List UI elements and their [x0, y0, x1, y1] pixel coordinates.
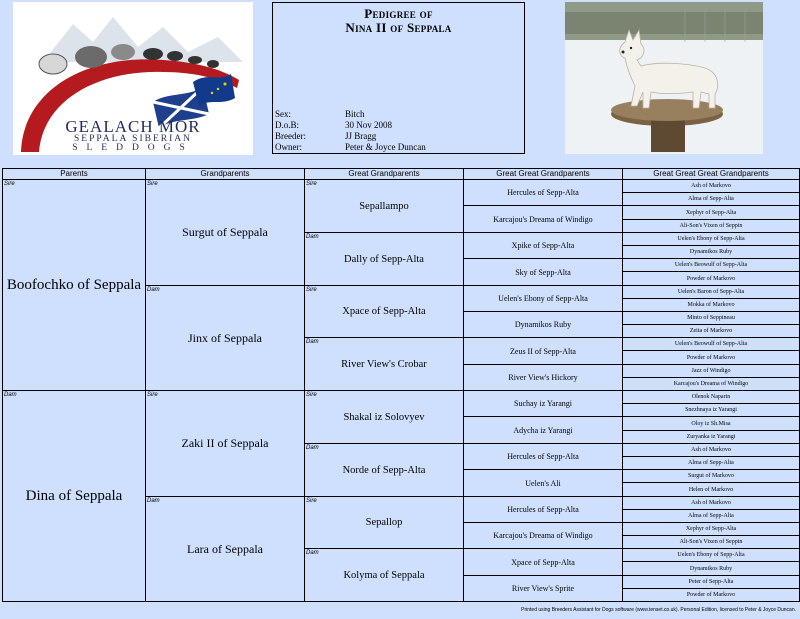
great-grandparent-cell [304, 285, 464, 338]
great-great-great-grandparent-cell [622, 588, 800, 602]
sire-dam-tag: Dam [306, 550, 319, 556]
great-great-great-grandparent-name: Xephyr of Sepp-Alta [685, 526, 737, 532]
great-great-grandparent-cell [463, 205, 623, 233]
great-great-grandparent-name: Hercules of Sepp-Alta [507, 452, 579, 461]
great-great-great-grandparent-name: Powder of Markovo [686, 592, 736, 598]
great-grandparent-name: Shakal iz Solovyev [343, 411, 425, 423]
great-grandparent-name: Sepallampo [359, 200, 409, 212]
great-great-great-grandparent-name: Oloy iz Sh.Misa [691, 420, 731, 427]
great-great-grandparent-cell [463, 443, 623, 470]
great-great-great-grandparent-cell [622, 271, 800, 286]
great-great-great-grandparent-name: Dynamikos Ruby [689, 249, 733, 255]
info-value: JJ Bragg [345, 131, 377, 141]
great-great-grandparent-name: Zeus II of Sepp-Alta [510, 346, 576, 356]
great-great-grandparent-name: Uelen's Ali [525, 478, 561, 488]
great-great-great-grandparent-name: Uelen's Ebony of Sepp-Alta [677, 236, 745, 242]
great-great-great-grandparent-cell [622, 456, 800, 470]
info-label: Owner: [275, 142, 302, 152]
info-label: D.o.B: [275, 120, 300, 130]
grandparent-cell [145, 390, 305, 497]
great-great-great-grandparent-name: Ash of Markovo [691, 447, 731, 453]
pedigree-chart [2, 168, 799, 601]
great-great-great-grandparent-cell [622, 469, 800, 483]
great-great-great-grandparent-name: Alma of Sepp-Alta [688, 196, 734, 202]
great-grandparent-cell [304, 390, 464, 444]
great-great-grandparent-name: Adycha iz Yarangi [513, 425, 573, 435]
great-great-great-grandparent-name: Ali-Son's Vixen of Seppin [679, 539, 743, 545]
great-great-grandparent-cell [463, 179, 623, 206]
great-great-great-grandparent-cell [622, 496, 800, 510]
great-grandparent-cell [304, 548, 464, 602]
great-great-grandparent-cell [463, 496, 623, 523]
great-great-great-grandparent-cell [622, 482, 800, 497]
great-great-great-grandparent-name: Karcajou's Dreama of Windigo [673, 381, 749, 387]
pedigree-title-line-2: Nina II of Seppala [345, 20, 452, 35]
great-great-great-grandparent-cell [622, 311, 800, 325]
great-great-great-grandparent-cell [622, 192, 800, 206]
great-great-great-grandparent-cell [622, 561, 800, 576]
dog-photo [565, 2, 763, 154]
great-great-great-grandparent-cell [622, 298, 800, 312]
great-great-grandparent-cell [463, 522, 623, 549]
great-great-great-grandparent-cell [622, 535, 800, 549]
great-great-grandparent-name: River View's Hickory [508, 373, 578, 382]
sire-dam-tag: Dam [306, 445, 319, 451]
great-great-great-grandparent-cell [622, 430, 800, 444]
kennel-logo [13, 2, 253, 155]
great-great-great-grandparent-name: Uelen's Beowulf of Sepp-Alta [674, 341, 748, 347]
great-grandparent-name: Dally of Sepp-Alta [344, 253, 424, 265]
great-great-grandparent-name: Xpace of Sepp-Alta [511, 557, 575, 567]
great-great-grandparent-name: Xpike of Sepp-Alta [511, 241, 575, 250]
info-value: 30 Nov 2008 [345, 120, 392, 130]
sire-dam-tag: Sire [147, 181, 158, 187]
sire-dam-tag: Dam [306, 234, 319, 240]
great-great-grandparent-name: Sky of Sepp-Alta [515, 267, 571, 277]
great-great-great-grandparent-name: Peter of Sepp-Alta [688, 579, 734, 585]
great-great-great-grandparent-cell [622, 548, 800, 562]
great-great-great-grandparent-name: Dynamikos Ruby [689, 565, 733, 572]
great-great-great-grandparent-cell [622, 350, 800, 365]
great-great-great-grandparent-cell [622, 205, 800, 220]
great-great-great-grandparent-cell [622, 285, 800, 299]
great-great-great-grandparent-name: Surgut of Markovo [688, 473, 734, 479]
sire-dam-tag: Sire [306, 287, 317, 293]
footer-credit: Printed using Breeders Assistant for Dogs software (www.tenset.co.uk). Personal Edition, licensed to Peter & Joyce Duncan. [521, 607, 796, 613]
grandparent-cell [145, 285, 305, 391]
sire-dam-tag: Dam [147, 498, 160, 504]
parent-name: Boofochko of Seppala [6, 276, 142, 293]
parent-name: Dina of Seppala [25, 487, 123, 504]
great-great-great-grandparent-name: Uelen's Beowulf of Sepp-Alta [674, 262, 748, 268]
great-great-grandparent-name: Karcajou's Dreama of Windigo [493, 531, 593, 540]
great-great-grandparent-name: Uelen's Ebony of Sepp-Alta [498, 294, 588, 303]
parent-cell [2, 390, 146, 602]
great-grandparent-name: Sepallop [365, 517, 403, 528]
sire-dam-tag: Sire [306, 498, 317, 504]
great-grandparent-cell [304, 179, 464, 233]
grandparent-name: Surgut of Seppala [182, 225, 268, 239]
great-great-great-grandparent-cell [622, 443, 800, 457]
grandparent-name: Zaki II of Seppala [181, 436, 269, 450]
great-great-grandparent-cell [463, 548, 623, 576]
info-label: Breeder: [275, 131, 306, 141]
great-great-great-grandparent-cell [622, 416, 800, 431]
great-great-great-grandparent-cell [622, 179, 800, 193]
logo-line-2: SEPPALA SIBERIAN [74, 134, 192, 144]
great-great-great-grandparent-name: Xephyr of Sepp-Alta [685, 209, 737, 216]
great-great-great-grandparent-name: Ash of Markovo [691, 183, 731, 189]
great-grandparent-name: Xpace of Sepp-Alta [342, 306, 426, 317]
great-great-great-grandparent-name: Alma of Sepp-Alta [688, 460, 734, 466]
great-great-great-grandparent-name: Jazz of Windigo [691, 368, 731, 374]
great-great-great-grandparent-cell [622, 219, 800, 233]
parent-cell [2, 179, 146, 391]
sire-dam-tag: Dam [306, 339, 319, 345]
pedigree-title-box [272, 2, 525, 154]
grandparent-name: Lara of Seppala [187, 541, 263, 556]
great-great-grandparent-cell [463, 285, 623, 312]
grandparent-cell [145, 496, 305, 602]
great-grandparent-name: River View's Crobar [341, 358, 427, 370]
dog-on-spool-photo [565, 2, 763, 154]
great-great-great-grandparent-cell [622, 377, 800, 391]
great-great-great-grandparent-name: Olenok Naparin [691, 394, 731, 400]
sire-dam-tag: Dam [4, 392, 17, 398]
great-great-great-grandparent-name: Powder of Markovo [686, 275, 736, 282]
great-great-grandparent-cell [463, 364, 623, 391]
column-header: Grandparents [145, 168, 305, 180]
great-great-great-grandparent-name: Mokka of Markovo [687, 302, 735, 308]
sire-dam-tag: Dam [147, 287, 160, 293]
great-great-grandparent-cell [463, 311, 623, 338]
great-great-great-grandparent-name: Helen of Markovo [688, 486, 734, 493]
sire-dam-tag: Sire [4, 181, 15, 187]
sire-dam-tag: Sire [306, 392, 317, 398]
great-great-great-grandparent-name: Ali-Son's Vixen of Seppin [679, 223, 743, 229]
great-great-great-grandparent-name: Snezhnaya iz Yarangi [685, 407, 737, 413]
great-grandparent-cell [304, 232, 464, 286]
great-grandparent-name: Kolyma of Seppala [343, 569, 425, 581]
great-great-grandparent-name: Suchay iz Yarangi [514, 399, 572, 408]
column-header: Great Grandparents [304, 168, 464, 180]
grandparent-cell [145, 179, 305, 286]
sire-dam-tag: Sire [306, 181, 317, 187]
great-great-great-grandparent-cell [622, 337, 800, 351]
great-great-great-grandparent-name: Ash of Markovo [691, 500, 731, 506]
logo-line-1: GEALACH MOR [65, 117, 201, 136]
great-great-great-grandparent-cell [622, 509, 800, 523]
great-grandparent-name: Norde of Sepp-Alta [342, 464, 426, 476]
pedigree-title-line-1: Pedigree of [364, 6, 433, 21]
great-great-great-grandparent-name: Minto of Seppineau [687, 315, 735, 321]
great-great-great-grandparent-name: Uelen's Ebony of Sepp-Alta [677, 552, 745, 558]
great-great-grandparent-cell [463, 575, 623, 602]
great-great-grandparent-name: River View's Sprite [511, 584, 575, 593]
great-great-great-grandparent-cell [622, 245, 800, 259]
great-great-great-grandparent-cell [622, 324, 800, 338]
great-great-great-grandparent-name: Uelen's Baron of Sepp-Alta [677, 289, 745, 295]
great-grandparent-cell [304, 496, 464, 549]
great-great-grandparent-cell [463, 232, 623, 259]
great-great-grandparent-cell [463, 337, 623, 365]
column-header: Great Great Grandparents [463, 168, 623, 180]
great-great-great-grandparent-name: Zuryanka iz Yarangi [686, 434, 736, 440]
column-header: Parents [2, 168, 146, 180]
great-great-great-grandparent-cell [622, 258, 800, 272]
great-great-great-grandparent-cell [622, 403, 800, 417]
great-great-great-grandparent-name: Powder of Markovo [686, 354, 736, 361]
great-great-great-grandparent-cell [622, 522, 800, 536]
great-great-grandparent-cell [463, 416, 623, 444]
great-grandparent-cell [304, 443, 464, 497]
info-value: Peter & Joyce Duncan [345, 142, 426, 152]
great-great-grandparent-cell [463, 390, 623, 417]
great-great-great-grandparent-cell [622, 364, 800, 378]
great-great-grandparent-name: Dynamikos Ruby [514, 320, 572, 329]
great-grandparent-cell [304, 337, 464, 391]
great-great-grandparent-name: Hercules of Sepp-Alta [507, 505, 579, 514]
great-great-great-grandparent-name: Alma of Sepp-Alta [688, 513, 734, 519]
column-header: Great Great Great Grandparents [622, 168, 800, 180]
great-great-grandparent-name: Karcajou's Dreama of Windigo [493, 214, 593, 224]
sire-dam-tag: Sire [147, 392, 158, 398]
great-great-grandparent-name: Hercules of Sepp-Alta [507, 188, 579, 197]
logo-line-3: SLEDDOGS [72, 143, 194, 153]
info-value: Bitch [345, 109, 365, 119]
grandparent-name: Jinx of Seppala [188, 330, 262, 345]
great-great-grandparent-cell [463, 258, 623, 286]
great-great-great-grandparent-cell [622, 232, 800, 246]
great-great-great-grandparent-cell [622, 390, 800, 404]
great-great-grandparent-cell [463, 469, 623, 497]
great-great-great-grandparent-cell [622, 575, 800, 589]
great-great-great-grandparent-name: Zeita of Markovo [689, 328, 733, 334]
info-label: Sex: [275, 109, 292, 119]
